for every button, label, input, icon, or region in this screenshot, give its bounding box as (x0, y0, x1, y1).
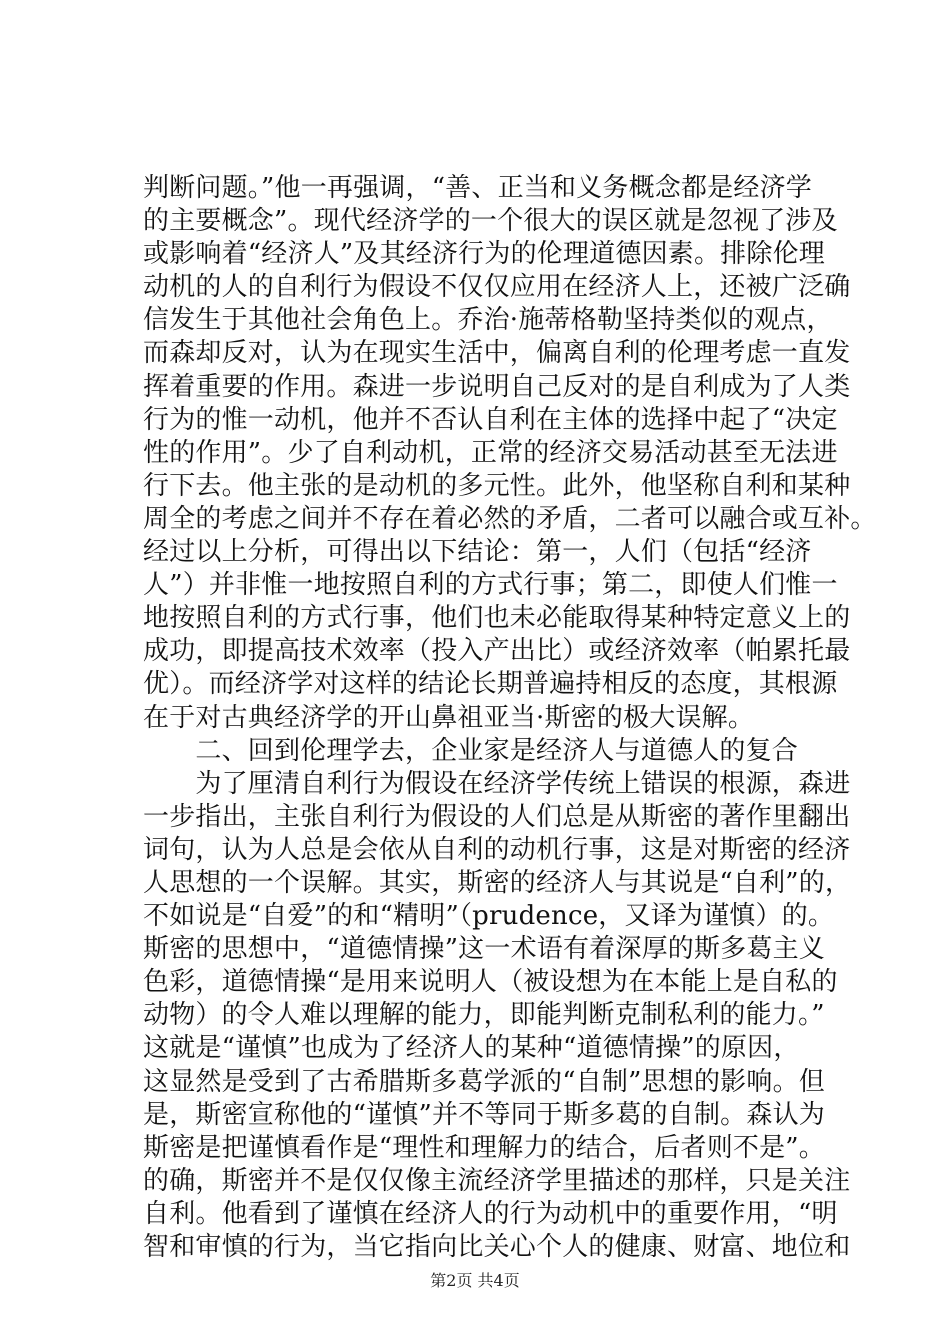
text-line: 成功，即提高技术效率（投入产出比）或经济效率（帕累托最 (143, 636, 851, 667)
text-line: 的主要概念”。现代经济学的一个很大的误区就是忽视了涉及 (143, 206, 838, 237)
text-line: 动物）的令人难以理解的能力，即能判断克制私利的能力。” (143, 1000, 825, 1031)
text-line: 斯密是把谨慎看作是“理性和理解力的结合，后者则不是”。 (143, 1132, 825, 1163)
text-line: 智和审慎的行为，当它指向比关心个人的健康、财富、地位和 (143, 1232, 851, 1262)
text-line: 信发生于其他社会角色上。乔治·施蒂格勒坚持类似的观点， (143, 305, 833, 336)
text-line: 周全的考虑之间并不存在着必然的矛盾，二者可以融合或互补。 (143, 503, 877, 534)
text-line: 的确，斯密并不是仅仅像主流经济学里描述的那样，只是关注 (143, 1165, 851, 1196)
text-line: 在于对古典经济学的开山鼻祖亚当·斯密的极大误解。 (143, 702, 755, 733)
text-line: 行为的惟一动机，他并不否认自利在主体的选择中起了“决定 (143, 404, 838, 435)
page-footer: 第2页 共4页 (430, 1271, 520, 1290)
text-line: 而森却反对，认为在现实生活中，偏离自利的伦理考虑一直发 (143, 338, 851, 369)
body-text (143, 172, 877, 1264)
text-line: 人”）并非惟一地按照自利的方式行事；第二，即使人们惟一 (143, 570, 838, 601)
text-line: 斯密的思想中，“道德情操”这一术语有着深厚的斯多葛主义 (143, 934, 825, 965)
text-line: 或影响着“经济人”及其经济行为的伦理道德因素。排除伦理 (143, 239, 825, 270)
text-line: 词句，认为人总是会依从自利的动机行事，这是对斯密的经济 (143, 834, 851, 865)
text-line: 色彩，道德情操“是用来说明人（被设想为在本能上是自私的 (143, 967, 838, 998)
text-line: 人思想的一个误解。其实，斯密的经济人与其说是“自利”的， (143, 867, 852, 898)
text-line: 性的作用”。少了自利动机，正常的经济交易活动甚至无法进 (143, 437, 838, 468)
text-line: 地按照自利的方式行事，他们也未必能取得某种特定意义上的 (143, 603, 851, 634)
text-line: 这显然是受到了古希腊斯多葛学派的“自制”思想的影响。但 (143, 1066, 825, 1097)
text-line: 是，斯密宣称他的“谨慎”并不等同于斯多葛的自制。森认为 (143, 1099, 825, 1130)
text-line: 这就是“谨慎”也成为了经济人的某种“道德情操”的原因， (143, 1033, 800, 1064)
text-line: 优）。而经济学对这样的结论长期普遍持相反的态度，其根源 (143, 669, 838, 700)
text-line: 自利。他看到了谨慎在经济人的行为动机中的重要作用，“明 (143, 1198, 838, 1229)
text-line: 为了厘清自利行为假设在经济学传统上错误的根源，森进 (143, 768, 851, 799)
text-line: 挥着重要的作用。森进一步说明自己反对的是自利成为了人类 (143, 371, 851, 402)
text-line: 判断问题。”他一再强调，“善、正当和义务概念都是经济学 (143, 173, 812, 203)
text-line: 动机的人的自利行为假设不仅仅应用在经济人上，还被广泛确 (143, 272, 851, 303)
section-heading: 二、回到伦理学去，企业家是经济人与道德人的复合 (143, 735, 799, 766)
text-line: 不如说是“自爱”的和“精明”（prudence，又译为谨慎）的。 (143, 901, 835, 932)
text-line: 经过以上分析，可得出以下结论：第一，人们（包括“经济 (143, 537, 812, 568)
text-line: 一步指出，主张自利行为假设的人们总是从斯密的著作里翻出 (143, 801, 851, 832)
text-line: 行下去。他主张的是动机的多元性。此外，他坚称自利和某种 (143, 470, 851, 501)
